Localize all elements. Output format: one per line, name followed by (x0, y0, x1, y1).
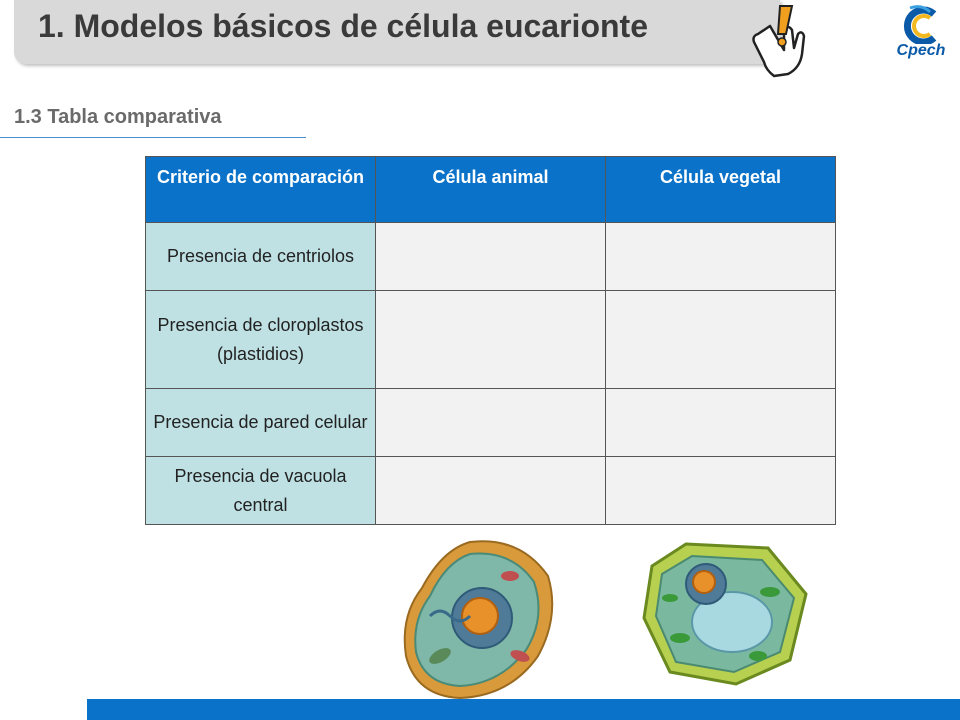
footer-bar (87, 699, 960, 720)
plant-cell-illustration (640, 538, 810, 688)
row-criterion: Presencia de pared celular (146, 389, 376, 457)
cell-plant[interactable] (606, 457, 836, 525)
table-row (146, 223, 836, 291)
comparison-table (145, 156, 836, 525)
cell-animal[interactable] (376, 223, 606, 291)
title-bar (14, 0, 780, 64)
header-criterion: Criterio de comparación (146, 157, 376, 223)
cpech-logo-icon (886, 4, 956, 44)
cell-animal[interactable] (376, 457, 606, 525)
table-header-row (146, 157, 836, 223)
table-row (146, 291, 836, 389)
hand-pointer-exclamation-icon (740, 4, 820, 80)
row-criterion: Presencia de centriolos (146, 223, 376, 291)
row-criterion: Presencia de vacuola central (146, 457, 376, 525)
cell-plant[interactable] (606, 223, 836, 291)
logo-text: Cpech (896, 42, 946, 59)
header-animal: Célula animal (376, 157, 606, 223)
table-row (146, 389, 836, 457)
page-title: 1. Modelos básicos de célula eucarionte (38, 8, 648, 44)
row-criterion: Presencia de cloroplastos (plastidios) (146, 291, 376, 389)
table-row (146, 457, 836, 525)
animal-cell-illustration (400, 536, 560, 702)
header-plant: Célula vegetal (606, 157, 836, 223)
section-subtitle: 1.3 Tabla comparativa (14, 106, 222, 128)
cell-animal[interactable] (376, 291, 606, 389)
cell-plant[interactable] (606, 291, 836, 389)
cpech-logo (886, 4, 956, 64)
cell-animal[interactable] (376, 389, 606, 457)
subtitle-underline (0, 137, 306, 138)
cell-plant[interactable] (606, 389, 836, 457)
